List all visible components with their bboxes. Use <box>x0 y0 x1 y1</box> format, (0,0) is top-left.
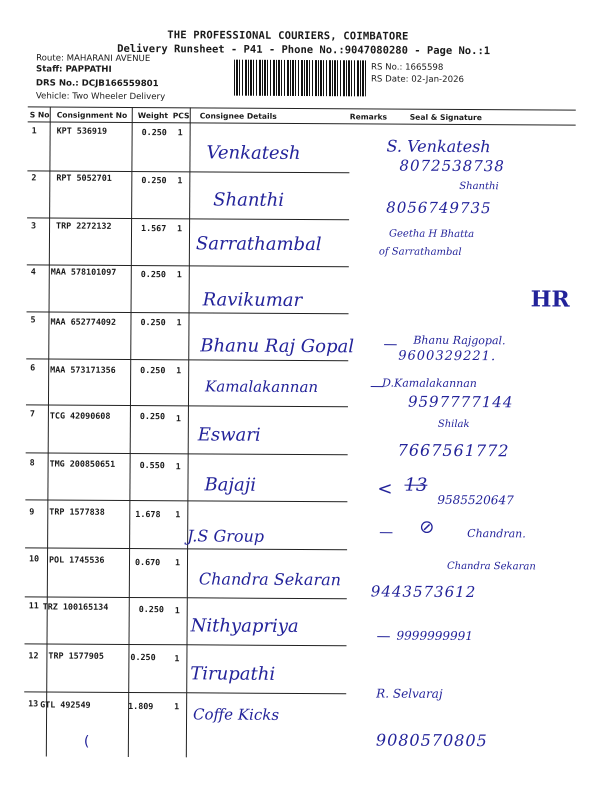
row-sno: 11 <box>28 600 39 611</box>
row-divider <box>187 548 347 550</box>
row-divider <box>25 596 187 598</box>
row-consignment-no: MAA 652774092 <box>50 316 117 327</box>
row-pcs: 1 <box>174 557 181 568</box>
row-sno: 10 <box>28 553 40 564</box>
row-divider <box>25 547 187 549</box>
row-consignee: Tirupathi <box>190 663 276 685</box>
row-signature: Geetha H Bhatta <box>388 228 475 241</box>
row-weight: 0.670 <box>134 556 161 568</box>
row-weight: 0.250 <box>140 317 166 328</box>
row-signature-phone: of Sarrathambal <box>378 246 462 258</box>
row-consignment-no: MAA 573171356 <box>50 364 116 375</box>
row-divider <box>26 452 188 454</box>
row-sno: 6 <box>30 362 36 373</box>
row-sno: 4 <box>30 266 36 277</box>
row-sno: 3 <box>31 220 37 231</box>
dash-mark: — <box>383 336 398 353</box>
row-consignee: Coffe Kicks <box>193 705 280 724</box>
row-weight: 0.250 <box>139 411 166 422</box>
col-header-seal: Seal & Signature <box>409 112 482 123</box>
row-pcs: 1 <box>175 509 181 520</box>
row-signature: Shanthi <box>459 180 499 193</box>
row-consignment-no: MAA 578101097 <box>50 266 117 277</box>
col-header-weight: Weight <box>137 111 169 121</box>
row-consignment-no: RPT 5052701 <box>56 172 112 183</box>
row-consignee: Chandra Sekaran <box>198 569 342 590</box>
row-pcs: 1 <box>176 269 182 280</box>
row-consignment-no: KPT 536919 <box>56 125 108 136</box>
runsheet-subtitle: Delivery Runsheet - P41 - Phone No.:9047080280 - Page No.:1 <box>117 42 491 58</box>
row-weight: 0.250 <box>140 365 166 376</box>
row-signature: HR <box>530 286 570 313</box>
row-divider <box>189 312 349 314</box>
company-title: THE PROFESSIONAL COURIERS, COIMBATORE <box>167 29 409 43</box>
signature-scribble: ⊘ <box>419 516 435 538</box>
row-consignment-no: TCG 42090608 <box>49 410 111 421</box>
row-divider <box>188 453 348 455</box>
row-pcs: 1 <box>175 413 181 424</box>
row-pcs: 1 <box>177 175 183 186</box>
rs-number: RS No.: 1665598 <box>371 62 444 73</box>
row-signature-phone: 9080570805 <box>375 730 488 751</box>
row-weight: 1.678 <box>135 508 161 520</box>
row-pcs: 1 <box>174 653 180 664</box>
row-signature: D.Kamalakannan <box>382 376 477 391</box>
col-header-consignee: Consignee Details <box>199 111 277 121</box>
row-divider <box>26 358 188 360</box>
col-header-consignment: Consignment No <box>56 110 128 120</box>
row-signature-phone: 9597777144 <box>407 392 514 412</box>
row-signature-phone: 9443573612 <box>370 582 477 602</box>
row-divider <box>188 405 348 407</box>
row-consignment-no: POL 1745536 <box>48 554 105 565</box>
row-weight: 0.250 <box>138 604 164 615</box>
row-divider <box>25 499 187 501</box>
row-signature-phone: 8072538738 <box>399 156 505 176</box>
row-signature: 9999999991 <box>396 628 473 644</box>
row-divider <box>27 217 189 219</box>
pen-mark: ( <box>83 733 90 750</box>
row-divider <box>26 404 188 406</box>
row-sno: 8 <box>29 457 35 468</box>
row-weight: 1.809 <box>128 700 154 712</box>
row-weight: 0.250 <box>140 269 167 280</box>
header-bottom-line <box>28 121 576 125</box>
dash-mark: — <box>379 524 394 541</box>
row-weight: 0.250 <box>141 127 167 138</box>
col-header-pcs: PCS <box>172 111 190 121</box>
row-divider <box>186 692 346 694</box>
row-consignee: Bajaji <box>204 474 257 496</box>
row-signature: S. Venkatesh <box>386 136 491 157</box>
row-divider <box>187 597 347 599</box>
row-sno: 7 <box>29 408 35 419</box>
check-mark: < <box>377 478 393 500</box>
row-pcs: 1 <box>177 127 183 138</box>
barcode-image <box>234 60 366 97</box>
row-consignee: Ravikumar <box>202 289 303 312</box>
row-signature-phone: 7667561772 <box>397 440 510 461</box>
row-weight: 0.550 <box>139 460 165 471</box>
row-consignment-no: TRP 1577838 <box>49 506 105 517</box>
row-pcs: 1 <box>174 605 180 616</box>
dash-mark: — <box>370 378 385 395</box>
dash-mark: — <box>376 628 391 645</box>
row-divider <box>188 359 348 361</box>
row-consignment-no: TRP 1577905 <box>48 650 104 661</box>
row-divider <box>189 265 349 267</box>
row-signature-phone: 9600329221. <box>398 348 497 365</box>
row-consignment-no: GTL 492549 <box>40 699 91 710</box>
row-signature: Shilak <box>437 418 470 431</box>
drs-label: DRS No.: DCJB166559801 <box>35 78 159 90</box>
row-divider <box>189 171 349 173</box>
row-sno: 2 <box>31 172 37 183</box>
col-header-remarks: Remarks <box>349 112 388 122</box>
row-consignee: Kamalakannan <box>205 377 319 397</box>
row-sno: 13 <box>28 698 39 709</box>
row-signature: 13 <box>404 474 428 496</box>
row-pcs: 1 <box>174 701 180 712</box>
row-consignee: Nithyapriya <box>190 615 299 637</box>
row-signature: R. Selvaraj <box>376 686 443 701</box>
row-consignee: Bhanu Raj Gopal <box>200 335 355 358</box>
vehicle-label: Vehicle: Two Wheeler Delivery <box>35 91 166 103</box>
row-consignee: Eswari <box>197 424 261 446</box>
row-weight: 0.250 <box>130 651 156 663</box>
row-sno: 1 <box>31 125 37 136</box>
row-weight: 1.567 <box>141 223 167 234</box>
rs-date: RS Date: 02-Jan-2026 <box>370 74 465 85</box>
row-divider <box>189 218 349 220</box>
route-label: Route: MAHARANI AVENUE <box>36 53 151 65</box>
row-pcs: 1 <box>176 317 182 328</box>
row-consignee: J.S Group <box>187 526 265 546</box>
row-sno: 9 <box>29 506 35 517</box>
col-divider <box>186 107 191 757</box>
row-pcs: 1 <box>175 461 181 472</box>
row-signature: Chandran. <box>467 527 526 541</box>
row-divider <box>187 500 347 502</box>
row-signature-phone: 8056749735 <box>386 198 492 218</box>
row-consignment-no: TMG 200850651 <box>49 458 116 469</box>
col-header-sno: S No <box>29 110 50 120</box>
row-consignee: Sarrathambal <box>195 233 322 256</box>
row-signature: Bhanu Rajgopal. <box>413 333 506 348</box>
row-consignment-no: TRP 2272132 <box>56 220 112 231</box>
row-divider <box>27 311 189 313</box>
row-divider <box>25 643 187 645</box>
row-divider <box>24 691 186 693</box>
row-consignment-no: TRZ 100165134 <box>42 601 109 612</box>
staff-label: Staff: PAPPATHI <box>35 64 112 75</box>
row-consignee: Venkatesh <box>206 142 301 164</box>
row-pcs: 1 <box>177 223 183 234</box>
row-consignee: Shanthi <box>213 189 285 211</box>
row-pcs: 1 <box>176 365 182 376</box>
row-sno: 5 <box>30 314 36 325</box>
row-divider <box>186 644 346 646</box>
row-signature-phone: 9585520647 <box>437 492 514 508</box>
row-signature: Chandra Sekaran <box>446 560 536 573</box>
row-sno: 12 <box>28 650 39 661</box>
row-weight: 0.250 <box>141 175 167 186</box>
